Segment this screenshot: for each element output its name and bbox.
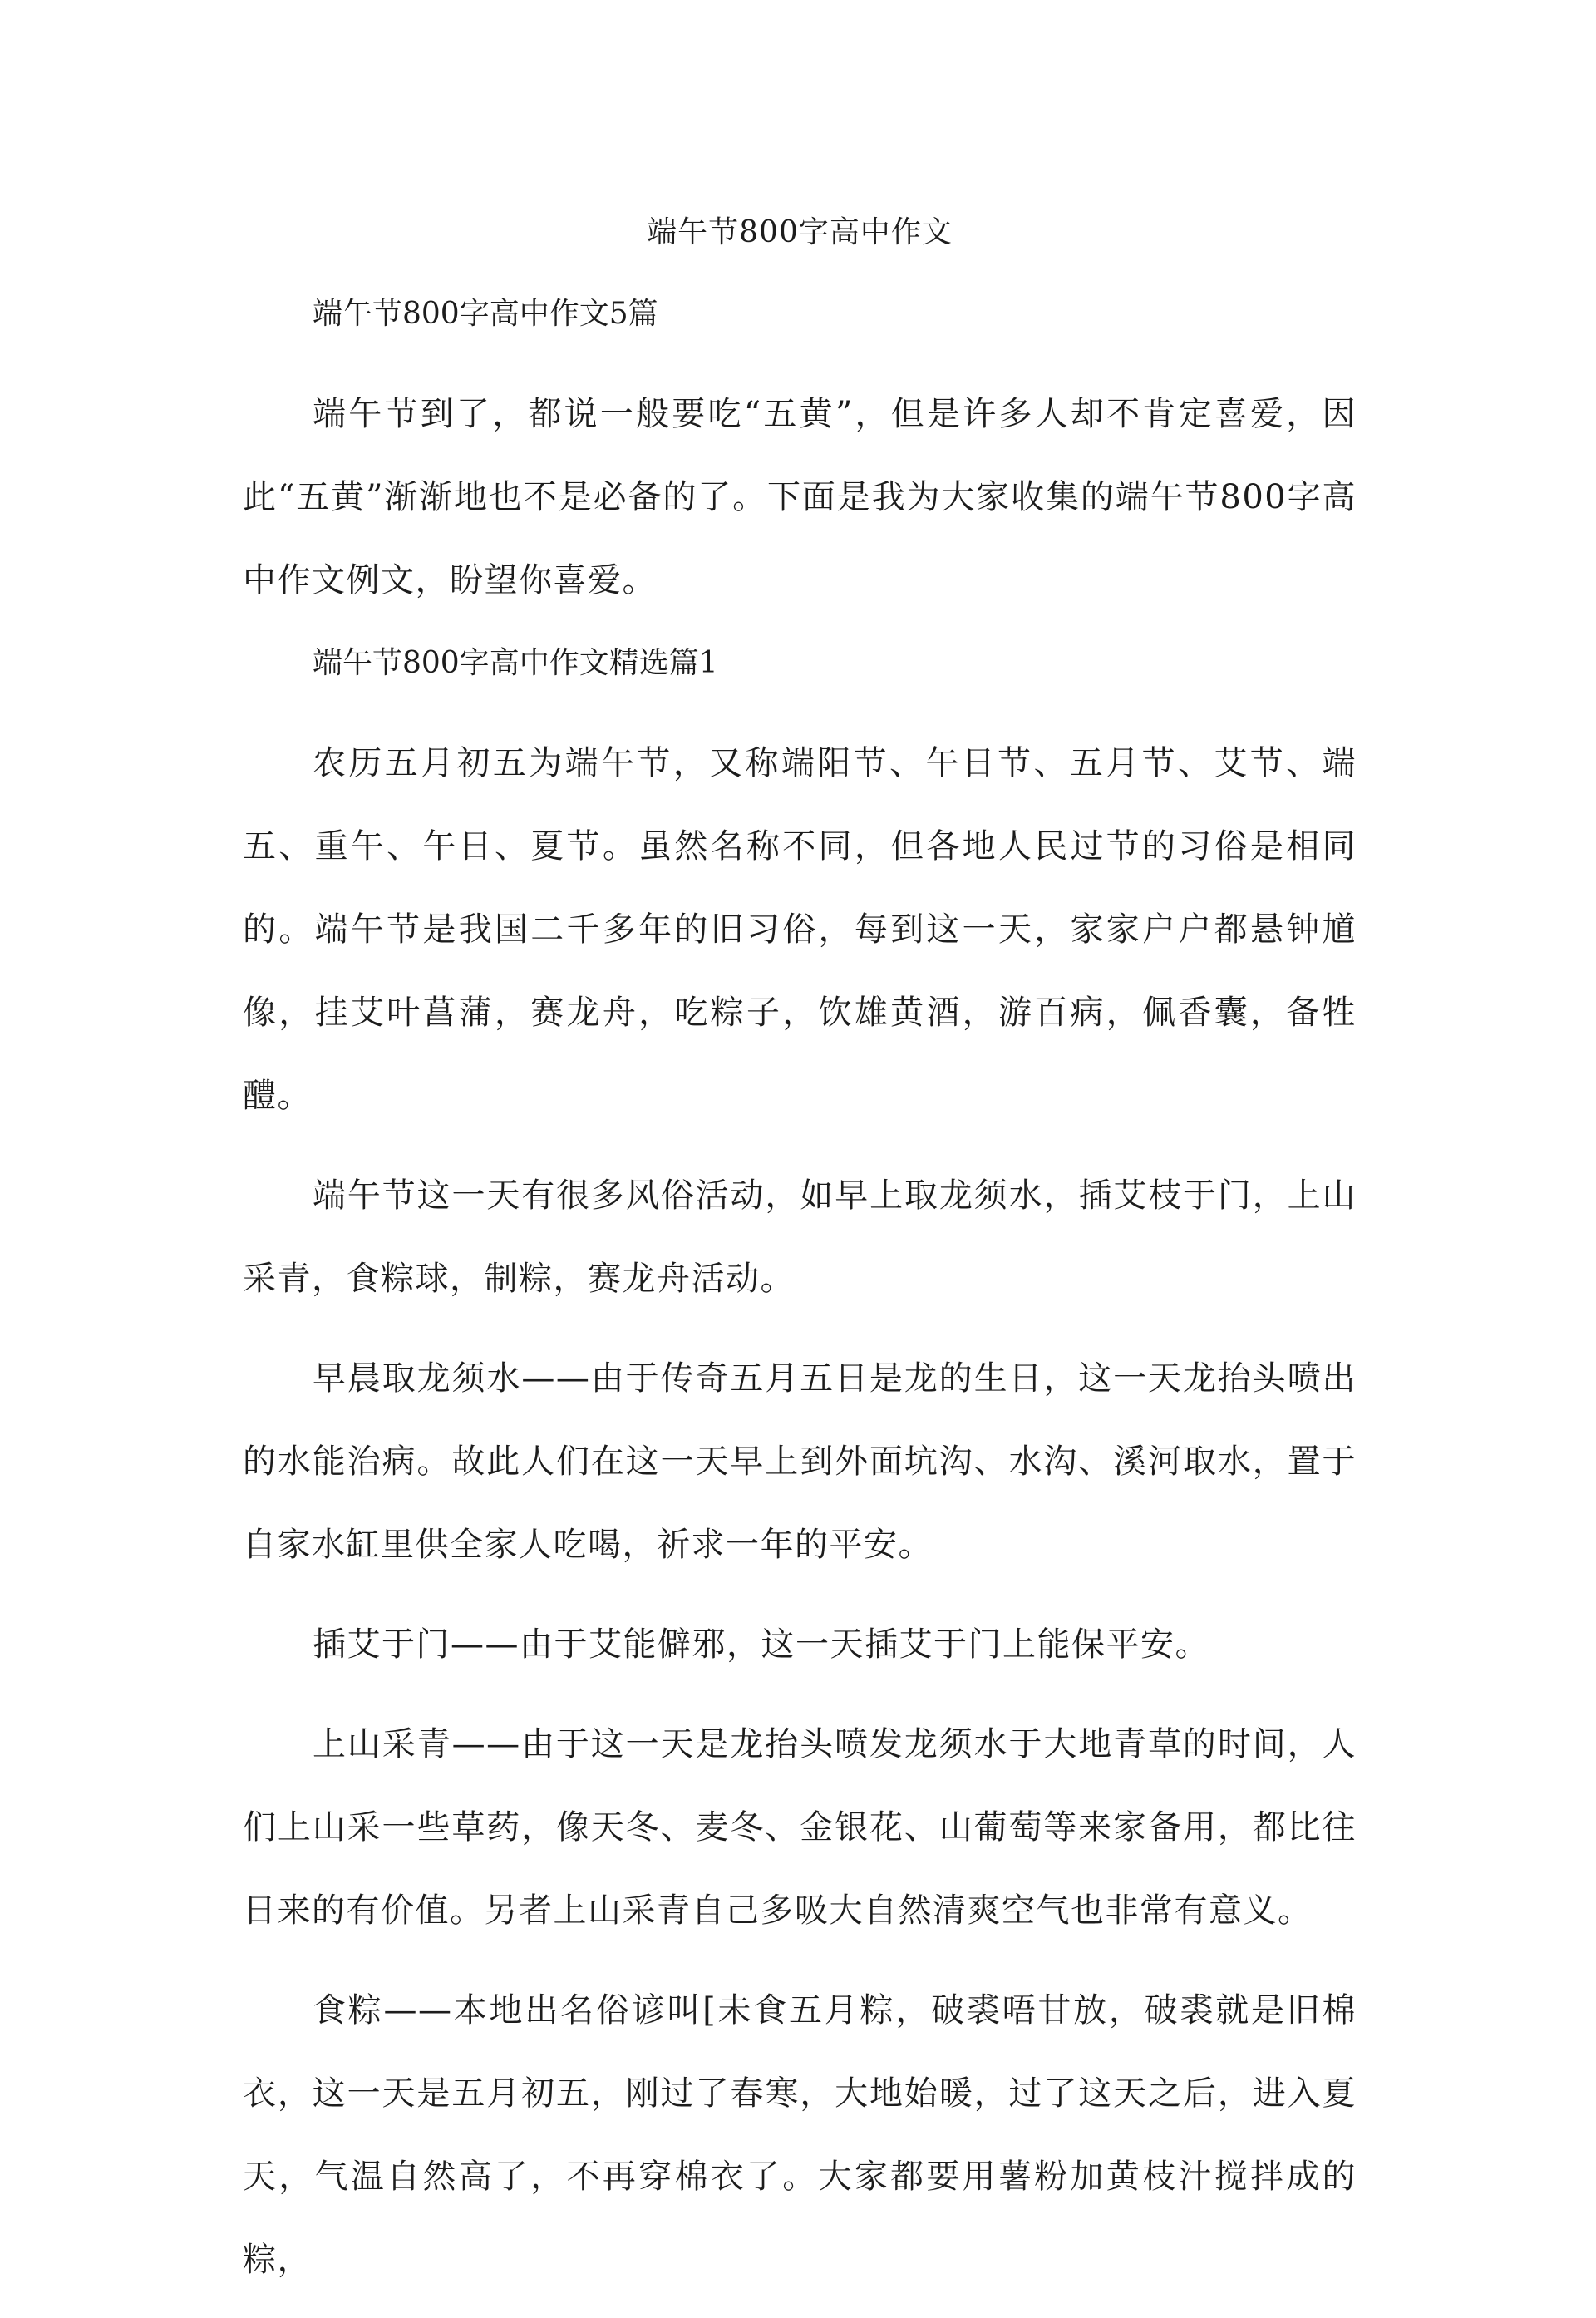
section-heading: 端午节800字高中作文精选篇1 [313, 646, 718, 680]
document-subtitle: 端午节800字高中作文5篇 [313, 297, 658, 331]
paragraph-5: 上山采青——由于这一天是龙抬头喷发龙须水于大地青草的时间，人们上山采一些草药，像天冬、麦冬、金银花、山葡萄等来家备用，都比往日来的有价值。另者上山采青自己多吸大自然清爽空气也非常有意义。 [243, 1725, 1357, 1930]
paragraph-4: 插艾于门——由于艾能僻邪，这一天插艾于门上能保平安。 [313, 1625, 1209, 1664]
paragraph-2: 端午节这一天有很多风俗活动，如早上取龙须水，插艾枝于门，上山采青，食粽球，制粽，赛龙舟活动。 [243, 1176, 1357, 1298]
document-title: 端午节800字高中作文 [647, 215, 953, 249]
paragraph-1: 农历五月初五为端午节，又称端阳节、午日节、五月节、艾节、端五、重午、午日、夏节。虽然名称不同，但各地人民过节的习俗是相同的。端午节是我国二千多年的旧习俗，每到这一天，家家户户都悬钟馗像，挂艾叶菖蒲，赛龙舟，吃粽子，饮雄黄酒，游百病，佩香囊，备牲醴。 [243, 744, 1357, 1115]
paragraph-3: 早晨取龙须水——由于传奇五月五日是龙的生日，这一天龙抬头喷出的水能治病。故此人们在这一天早上到外面坑沟、水沟、溪河取水，置于自家水缸里供全家人吃喝，祈求一年的平安。 [243, 1359, 1357, 1564]
paragraph-6: 食粽——本地出名俗谚叫[未食五月粽，破裘唔甘放，破裘就是旧棉衣，这一天是五月初五，刚过了春寒，大地始暖，过了这天之后，进入夏天，气温自然高了，不再穿棉衣了。大家都要用薯粉加黄枝汁搅拌成的粽， [243, 1991, 1357, 2279]
document-body [243, 208, 1357, 2318]
intro-paragraph: 端午节到了，都说一般要吃“五黄”，但是许多人却不肯定喜爱，因此“五黄”渐渐地也不是必备的了。下面是我为大家收集的端午节800字高中作文例文，盼望你喜爱。 [243, 395, 1357, 599]
